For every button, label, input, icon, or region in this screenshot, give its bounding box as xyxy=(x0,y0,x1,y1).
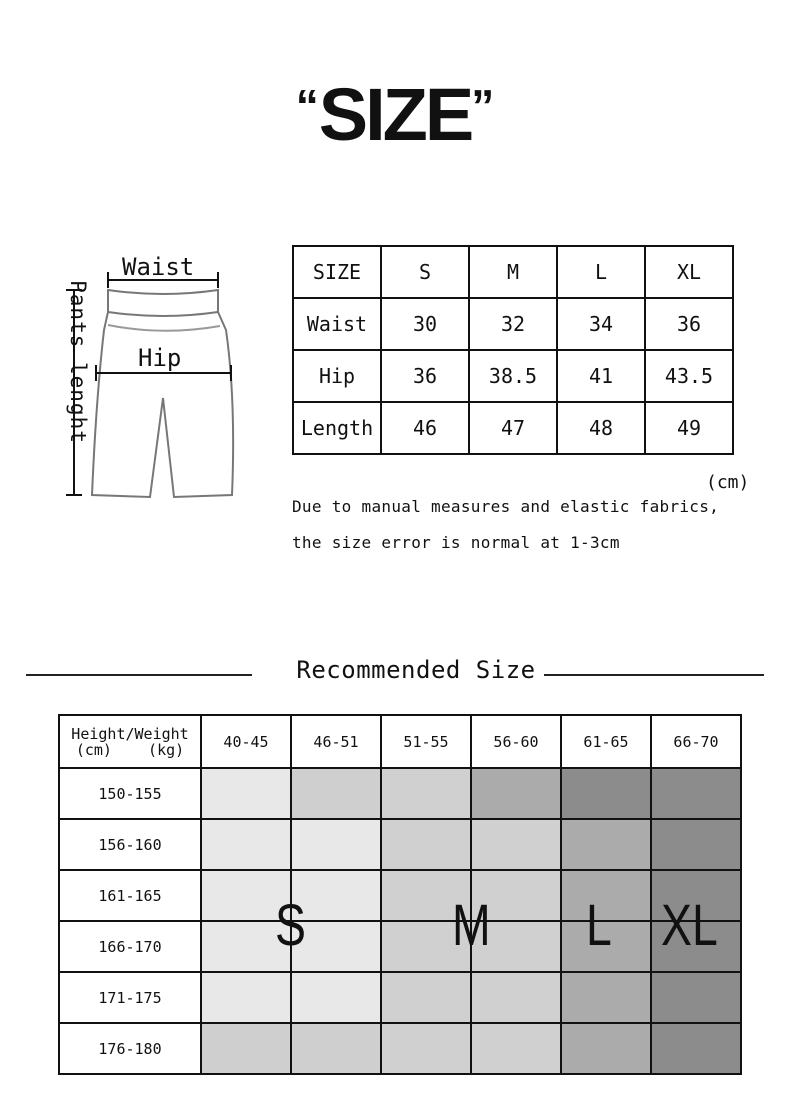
row-label: Waist xyxy=(293,298,381,350)
height-label: 156-160 xyxy=(59,819,201,870)
table-row xyxy=(293,350,733,402)
size-label-m: M xyxy=(452,893,491,958)
size-cell xyxy=(201,819,291,870)
hip-label: Hip xyxy=(138,344,182,372)
table-cell: 34 xyxy=(557,298,645,350)
table-cell: 32 xyxy=(469,298,557,350)
size-cell xyxy=(291,972,381,1023)
pants-length-label: Pants lenght xyxy=(66,280,90,444)
height-label: 171-175 xyxy=(59,972,201,1023)
size-table-header xyxy=(293,246,733,298)
weight-header: 66-70 xyxy=(651,715,741,768)
header-cell: SIZE xyxy=(293,246,381,298)
table-cell: 46 xyxy=(381,402,469,454)
size-cell xyxy=(651,819,741,870)
table-cell: 41 xyxy=(557,350,645,402)
table-row xyxy=(59,972,741,1023)
header-cell: S xyxy=(381,246,469,298)
table-row xyxy=(59,768,741,819)
weight-header: 51-55 xyxy=(381,715,471,768)
weight-header: 56-60 xyxy=(471,715,561,768)
row-label: Hip xyxy=(293,350,381,402)
table-row xyxy=(59,870,741,921)
size-cell xyxy=(561,819,651,870)
table-row xyxy=(59,1023,741,1074)
size-cell xyxy=(381,972,471,1023)
table-row xyxy=(59,921,741,972)
size-cell xyxy=(471,768,561,819)
weight-header: 40-45 xyxy=(201,715,291,768)
size-label-xl: XL xyxy=(661,893,718,958)
size-cell xyxy=(201,1023,291,1074)
page-title xyxy=(0,73,790,156)
divider xyxy=(26,674,252,676)
size-cell xyxy=(381,819,471,870)
close-quote: ” xyxy=(471,80,495,132)
size-cell xyxy=(561,972,651,1023)
recommended-header-row xyxy=(59,715,741,768)
header-cell: L xyxy=(557,246,645,298)
table-cell: 47 xyxy=(469,402,557,454)
open-quote: “ xyxy=(295,80,319,132)
size-cell xyxy=(471,1023,561,1074)
recommended-heading xyxy=(26,656,764,692)
weight-header: 61-65 xyxy=(561,715,651,768)
waist-label: Waist xyxy=(122,253,195,281)
size-cell xyxy=(471,972,561,1023)
recommended-table xyxy=(58,714,742,1075)
table-row xyxy=(293,298,733,350)
size-cell xyxy=(651,768,741,819)
size-label-s: S xyxy=(275,893,306,958)
title-text: SIZE xyxy=(318,73,472,156)
unit-label: (cm) xyxy=(706,472,750,493)
shorts-diagram xyxy=(36,250,266,510)
size-cell xyxy=(291,819,381,870)
corner-line-1: Height/Weight xyxy=(71,724,189,743)
table-cell: 36 xyxy=(645,298,733,350)
size-cell xyxy=(651,972,741,1023)
divider xyxy=(544,674,764,676)
height-label: 150-155 xyxy=(59,768,201,819)
size-cell xyxy=(651,1023,741,1074)
table-cell: 38.5 xyxy=(469,350,557,402)
table-cell: 43.5 xyxy=(645,350,733,402)
size-cell xyxy=(561,768,651,819)
note-line-1: Due to manual measures and elastic fabrics, xyxy=(292,497,720,516)
recommended-title: Recommended Size xyxy=(296,656,536,684)
table-row xyxy=(293,402,733,454)
header-cell: M xyxy=(469,246,557,298)
size-table xyxy=(292,245,734,455)
height-label: 176-180 xyxy=(59,1023,201,1074)
size-cell xyxy=(381,768,471,819)
header-cell: XL xyxy=(645,246,733,298)
size-cell xyxy=(201,768,291,819)
corner-cell xyxy=(59,715,201,768)
table-row xyxy=(59,819,741,870)
size-cell xyxy=(201,972,291,1023)
table-cell: 30 xyxy=(381,298,469,350)
size-cell xyxy=(381,1023,471,1074)
corner-line-2: (cm) (kg) xyxy=(75,740,185,759)
size-cell xyxy=(291,768,381,819)
note-line-2: the size error is normal at 1-3cm xyxy=(292,533,620,552)
height-label: 166-170 xyxy=(59,921,201,972)
table-cell: 49 xyxy=(645,402,733,454)
row-label: Length xyxy=(293,402,381,454)
weight-header: 46-51 xyxy=(291,715,381,768)
size-cell xyxy=(471,819,561,870)
size-cell xyxy=(291,1023,381,1074)
size-label-l: L xyxy=(586,893,612,958)
table-cell: 48 xyxy=(557,402,645,454)
size-cell xyxy=(561,1023,651,1074)
height-label: 161-165 xyxy=(59,870,201,921)
table-cell: 36 xyxy=(381,350,469,402)
